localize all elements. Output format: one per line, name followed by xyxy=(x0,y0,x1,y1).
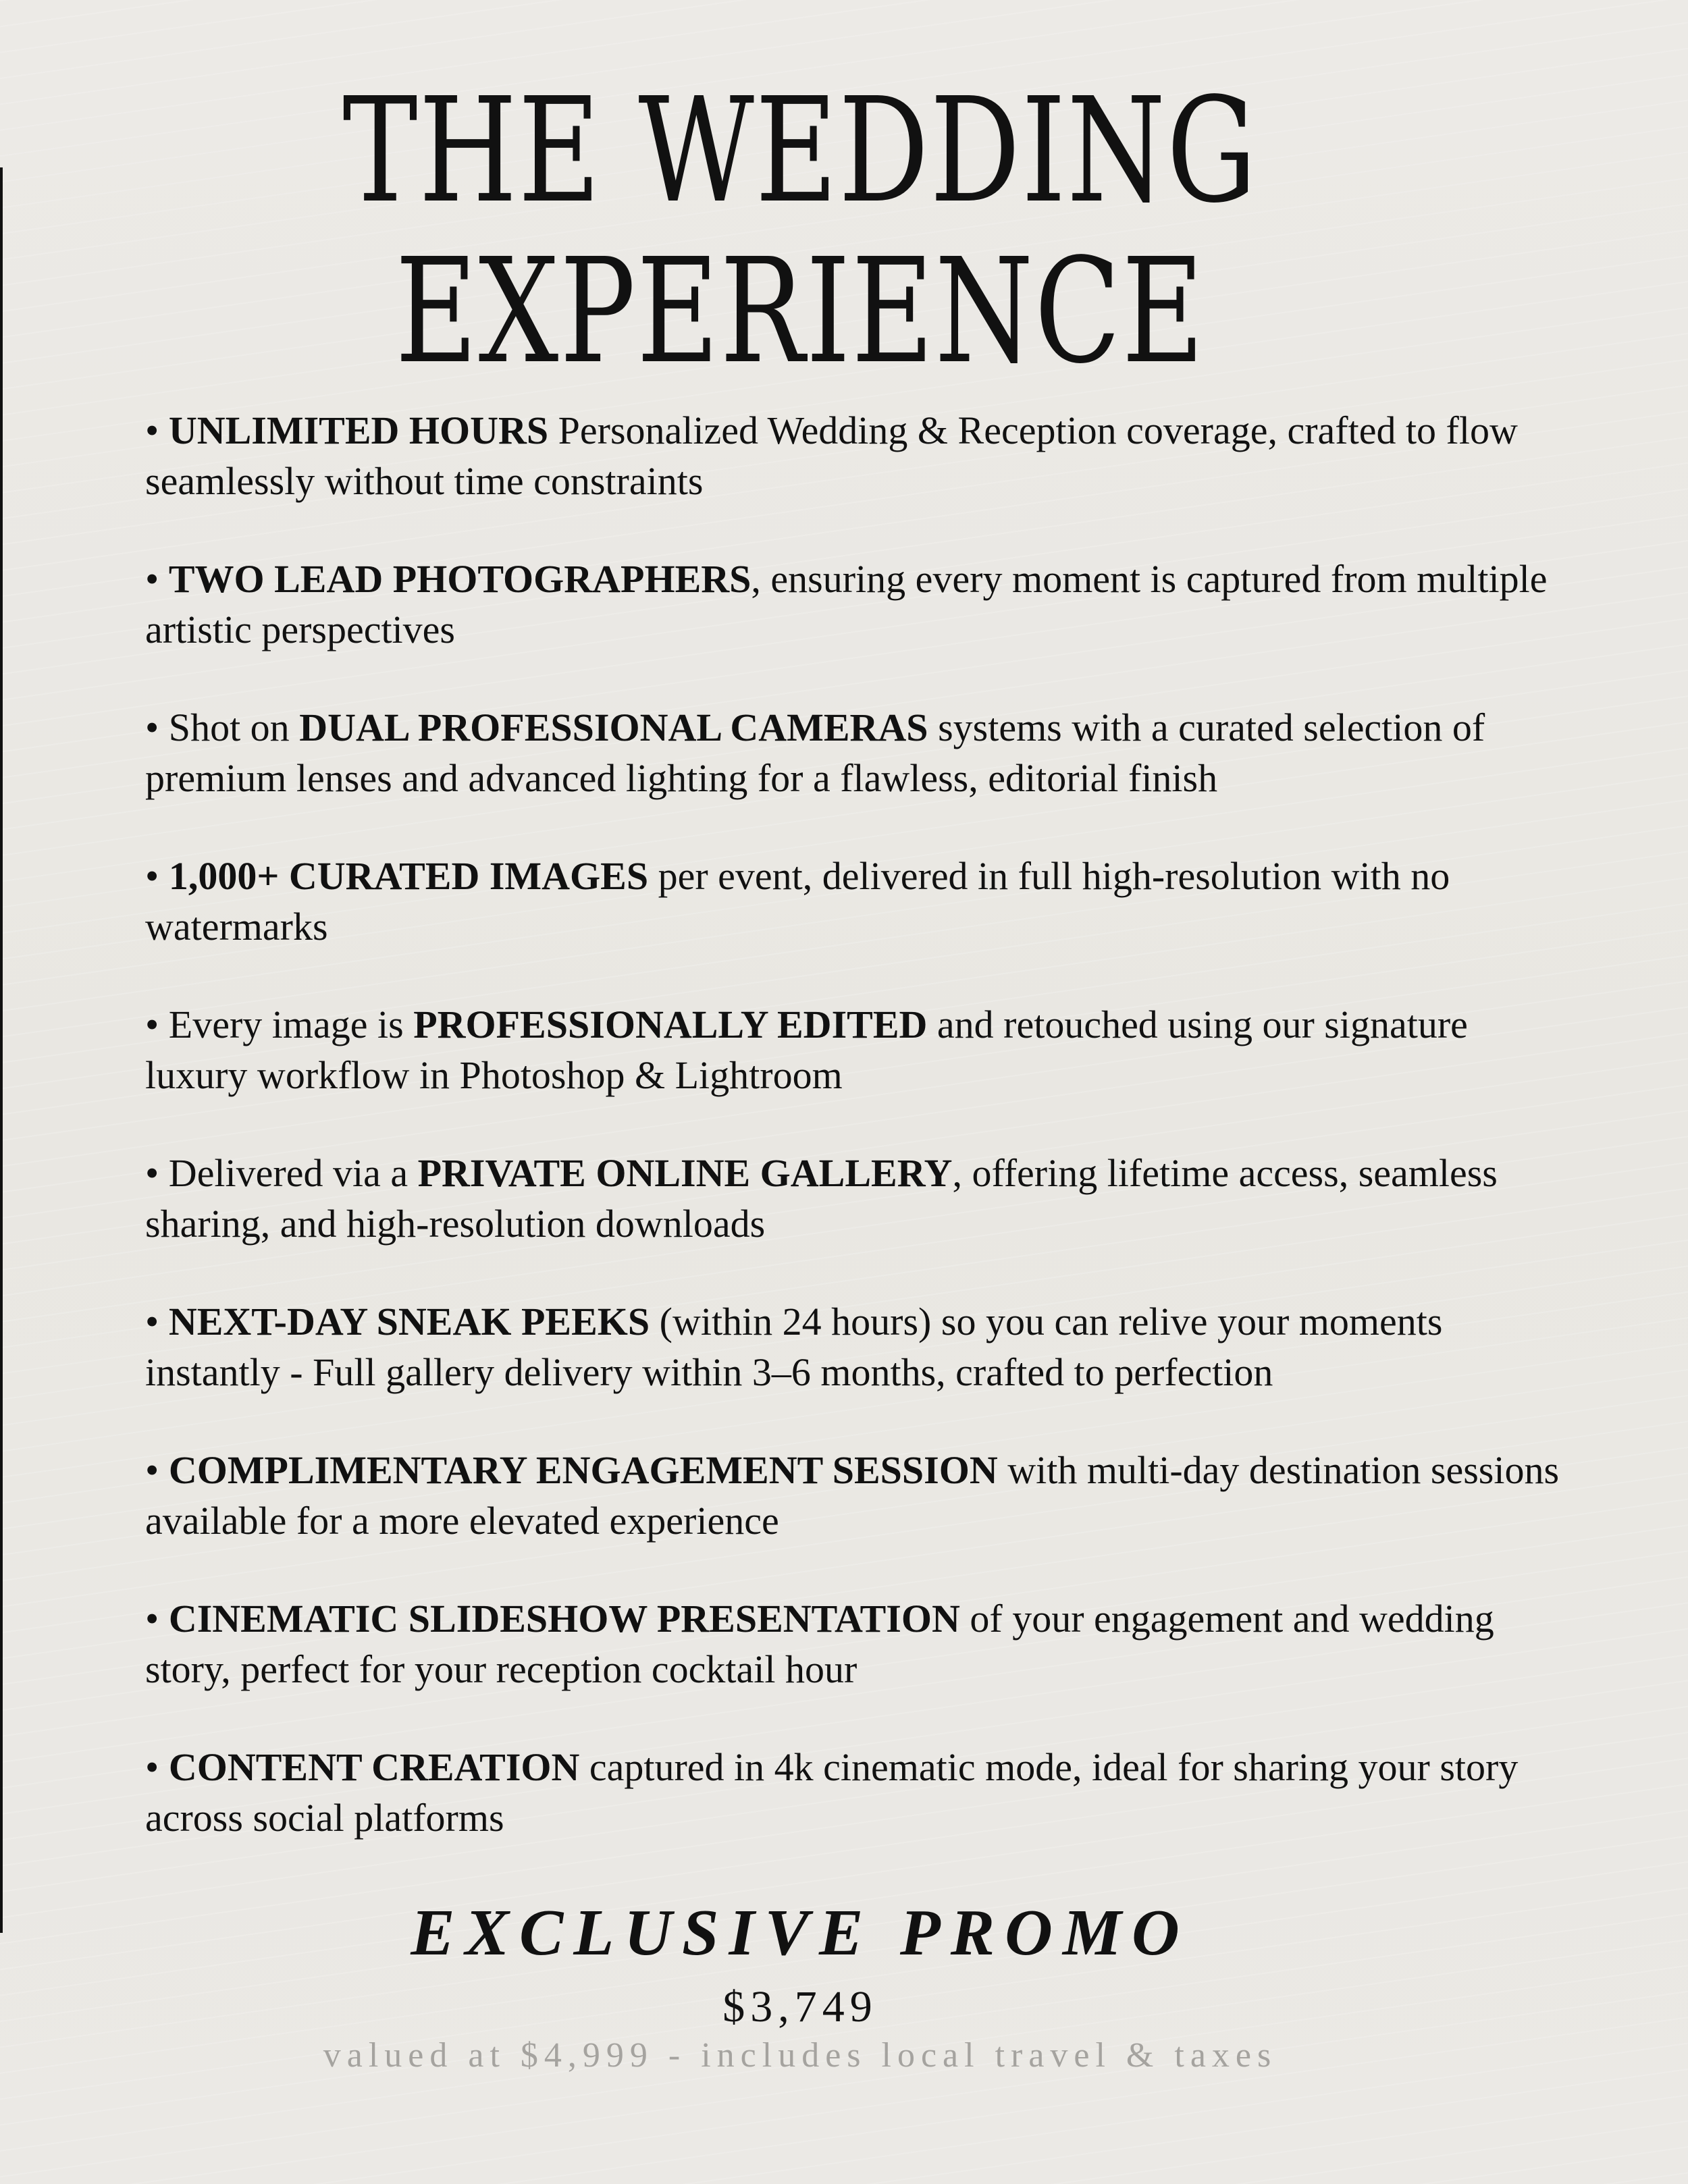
feature-prefix: • xyxy=(145,1300,169,1343)
promo-price: $3,749 xyxy=(722,1982,878,2031)
feature-prefix: • xyxy=(145,1448,169,1492)
feature-highlight: TWO LEAD PHOTOGRAPHERS xyxy=(168,557,751,601)
feature-item xyxy=(145,1445,1570,1546)
feature-prefix: • Delivered via a xyxy=(145,1151,418,1195)
feature-highlight: PRIVATE ONLINE GALLERY xyxy=(417,1151,953,1195)
feature-description: (within 24 hours) so you can relive your moments instantly - Full gallery delivery within 3–6 months, crafted to perfection xyxy=(145,1300,1443,1394)
page-title xyxy=(176,67,1425,396)
feature-prefix: • xyxy=(145,1745,169,1789)
feature-prefix: • Every image is xyxy=(145,1003,414,1046)
feature-item xyxy=(145,1148,1570,1249)
feature-list xyxy=(145,405,1570,1890)
feature-prefix: • xyxy=(145,408,169,452)
feature-description: and retouched using our signature luxury workflow in Photoshop & Lightroom xyxy=(145,1003,1468,1097)
feature-item xyxy=(145,851,1570,952)
feature-description: per event, delivered in full high-resolution with no watermarks xyxy=(145,854,1450,949)
feature-highlight: PROFESSIONALLY EDITED xyxy=(413,1003,928,1046)
feature-description: captured in 4k cinematic mode, ideal for sharing your story across social platforms xyxy=(145,1745,1519,1840)
feature-highlight: CINEMATIC SLIDESHOW PRESENTATION xyxy=(168,1597,960,1641)
feature-description: , offering lifetime access, seamless sharing, and high-resolution downloads xyxy=(145,1151,1498,1246)
promo-title: EXCLUSIVE PROMO xyxy=(411,1896,1190,1969)
feature-highlight: 1,000+ CURATED IMAGES xyxy=(168,854,649,898)
feature-description: of your engagement and wedding story, perfect for your reception cocktail hour xyxy=(145,1597,1494,1691)
feature-item xyxy=(145,1742,1570,1843)
feature-description: systems with a curated selection of premium lenses and advanced lighting for a flawless, editorial finish xyxy=(145,705,1485,800)
title-line-1: THE WEDDING xyxy=(342,67,1258,235)
feature-description: with multi-day destination sessions available for a more elevated experience xyxy=(145,1448,1560,1543)
feature-prefix: • Shot on xyxy=(145,705,300,749)
feature-item xyxy=(145,702,1570,803)
feature-item xyxy=(145,999,1570,1100)
feature-prefix: • xyxy=(145,557,169,601)
feature-description: , ensuring every moment is captured from multiple artistic perspectives xyxy=(145,557,1548,651)
feature-item xyxy=(145,405,1570,506)
left-border-rule xyxy=(0,167,3,1933)
feature-item xyxy=(145,554,1570,655)
feature-highlight: DUAL PROFESSIONAL CAMERAS xyxy=(299,705,928,749)
feature-item xyxy=(145,1296,1570,1397)
feature-highlight: COMPLIMENTARY ENGAGEMENT SESSION xyxy=(168,1448,998,1492)
title-line-2: EXPERIENCE xyxy=(395,228,1205,396)
feature-prefix: • xyxy=(145,854,169,898)
feature-prefix: • xyxy=(145,1597,169,1641)
valued-note: valued at $4,999 - includes local travel & taxes xyxy=(323,2036,1277,2075)
feature-highlight: UNLIMITED HOURS xyxy=(168,408,549,452)
feature-description: Personalized Wedding & Reception coverage, crafted to flow seamlessly without time constraints xyxy=(145,408,1518,503)
feature-highlight: CONTENT CREATION xyxy=(168,1745,580,1789)
feature-item xyxy=(145,1593,1570,1695)
feature-highlight: NEXT-DAY SNEAK PEEKS xyxy=(168,1300,650,1343)
